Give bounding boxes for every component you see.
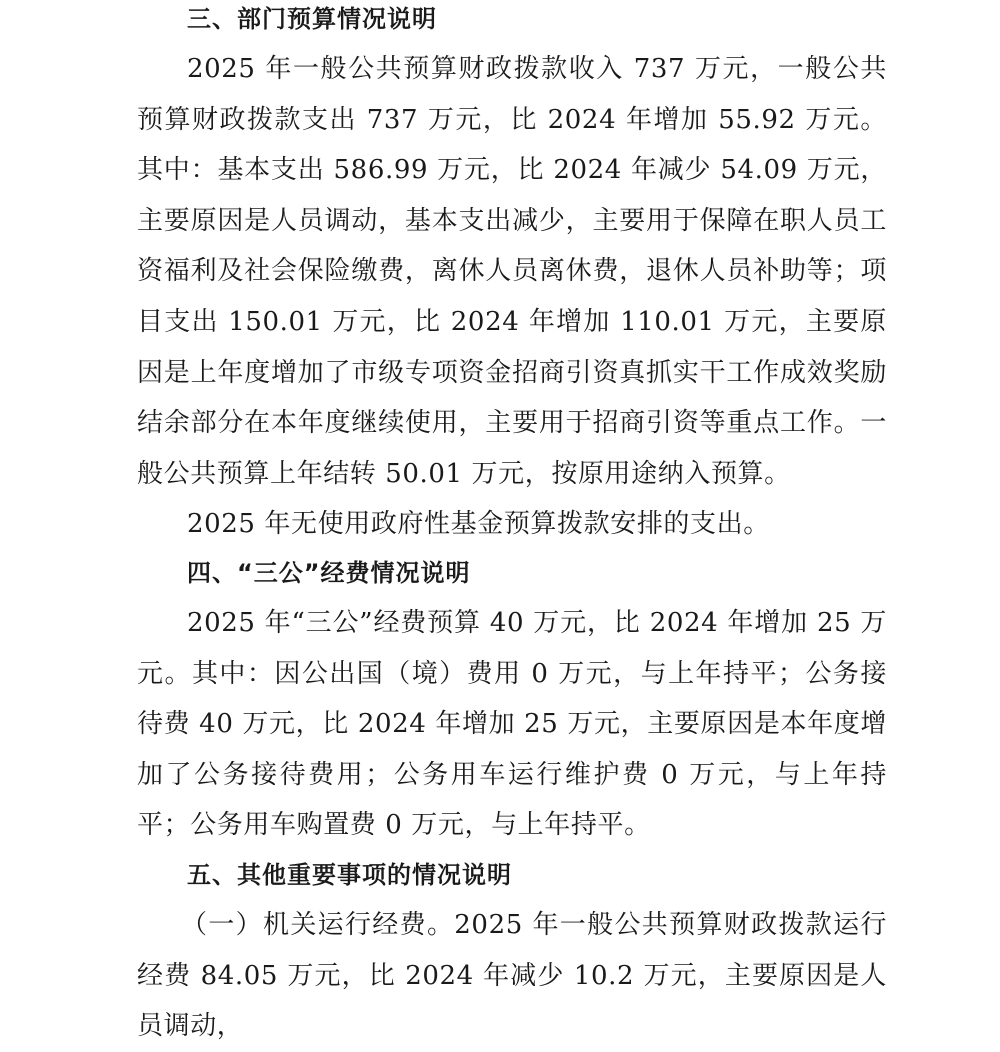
section-3-paragraph-2: 2025 年无使用政府性基金预算拨款安排的支出。 [187,509,770,539]
section-5-paragraph-1: （一）机关运行经费。2025 年一般公共预算财政拨款运行经费 84.05 万元，比 2024 年减少 10.2 万元，主要原因是人员调动， [137,910,887,1042]
section-3-heading: 三、部门预算情况说明 [187,5,437,33]
section-4-paragraph-1: 2025 年“三公”经费预算 40 万元，比 2024 年增加 25 万元。其中：因公出国（境）费用 0 万元，与上年持平；公务接待费 40 万元，比 2024 年增加 25 万元，主要原因是本年度增加了公务接待费用；公务用车运行维护费 0 万元，与上年持平；公务用车购置费 0 万元，与上年持平。 [137,608,887,841]
section-3-paragraph-1: 2025 年一般公共预算财政拨款收入 737 万元，一般公共预算财政拨款支出 737 万元，比 2024 年增加 55.92 万元。其中：基本支出 586.99 万元，比 2024 年减少 54.09 万元，主要原因是人员调动，基本支出减少，主要用于保障在职人员工资福利及社会保险缴费，离休人员离休费，退休人员补助等；项目支出 150.01 万元，比 2024 年增加 110.01 万元，主要原因是上年度增加了市级专项资金招商引资真抓实干工作成效奖励结余部分在本年度继续使用，主要用于招商引资等重点工作。一般公共预算上年结转 50.01 万元，按原用途纳入预算。 [137,54,887,489]
section-4-heading: 四、“三公”经费情况说明 [187,559,471,587]
section-5-heading: 五、其他重要事项的情况说明 [187,861,512,889]
